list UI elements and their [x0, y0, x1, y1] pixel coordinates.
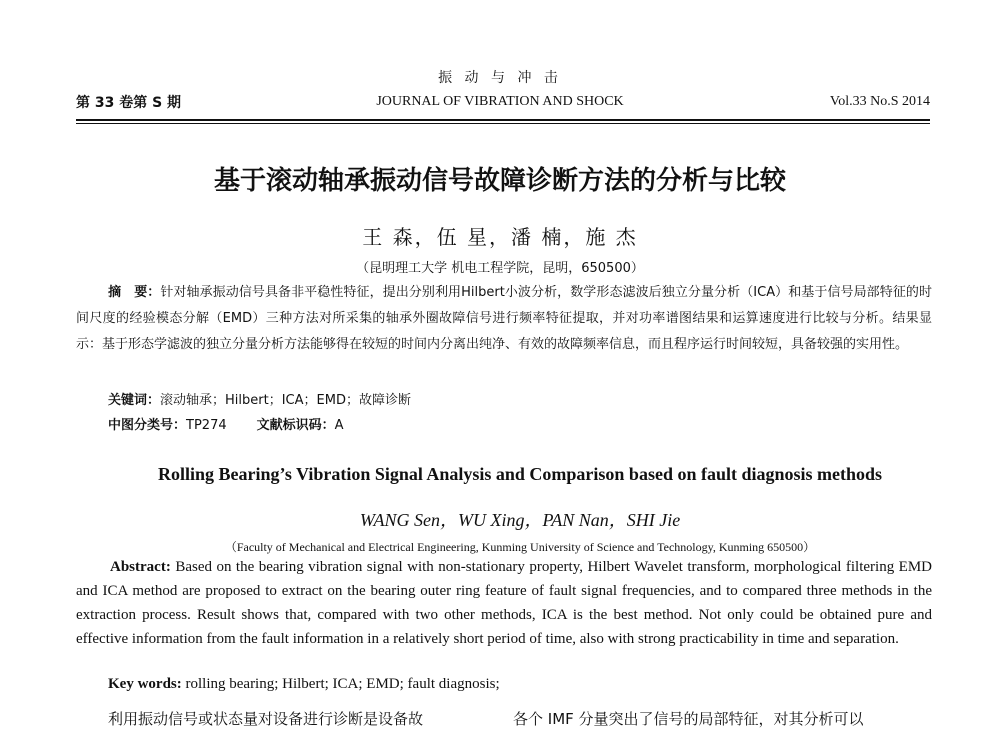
- abstract-cn-text: 针对轴承振动信号具备非平稳性特征，提出分别利用Hilbert小波分析，数学形态滤波后独立分量分析（ICA）和基于信号局部特征的时间尺度的经验模态分解（EMD）三种方法对所采集的轴承外圈故障信号进行频率特征提取，并对功率谱图结果和运算速度进行比较与分析。结果显示：基于形态学滤波的独立分量分析方法能够得在较短的时间内分离出纯净、有效的故障频率信息，而且程序运行时间较短，具备较强的实用性。: [76, 285, 932, 352]
- header-rule-thick: [76, 119, 930, 121]
- abstract-cn-label: 摘 要：: [108, 285, 161, 300]
- title-cn: 基于滚动轴承振动信号故障诊断方法的分析与比较: [213, 166, 786, 196]
- affiliation-cn: （昆明理工大学 机电工程学院，昆明，650500）: [356, 261, 644, 276]
- keywords-cn-label: 关键词：: [108, 393, 161, 408]
- abstract-en-text: Based on the bearing vibration signal with non-stationary property, Hilbert Wavelet transform, morphological filtering EMD and ICA method are proposed to extract on the bearing outer ring feature of fault signal frequencies, and to compared three methods in the extraction process. Result shows that, compared with two other methods, ICA is the best method. Not only could be obtained pure and effective information from the fault information in a relatively short period of time, also with strong practicability in time and separation.: [76, 559, 933, 647]
- issue-en: Vol.33 No.S 2014: [829, 94, 930, 109]
- issue-cn: 第 33 卷第 S 期: [76, 95, 182, 111]
- header-rule-thin: [76, 123, 930, 124]
- affiliation-en: （Faculty of Mechanical and Electrical Engineering, Kunming University of Science and Technology, Kunming 650500）: [224, 540, 816, 554]
- authors-en: WANG Sen，WU Xing，PAN Nan，SHI Jie: [359, 510, 681, 530]
- classification: [108, 414, 344, 433]
- journal-name-cn: 振 动 与 冲 击: [438, 70, 562, 86]
- abstract-cn: [76, 280, 932, 358]
- abstract-en-label: Abstract:: [110, 559, 171, 575]
- keywords-en-label: Key words:: [108, 676, 182, 692]
- keywords-en: [108, 676, 500, 693]
- title-en: Rolling Bearing’s Vibration Signal Analysis and Comparison based on fault diagnosis methods: [158, 464, 882, 484]
- journal-name-en: JOURNAL OF VIBRATION AND SHOCK: [376, 94, 624, 109]
- abstract-en: [76, 555, 932, 651]
- clc-value: TP274: [186, 418, 227, 433]
- doc-code-value: A: [334, 418, 344, 433]
- authors-cn: 王 森，伍 星，潘 楠，施 杰: [362, 225, 638, 249]
- keywords-en-text: rolling bearing; Hilbert; ICA; EMD; fault diagnosis;: [185, 676, 500, 692]
- body-text-left: 利用振动信号或状态量对设备进行诊断是设备故: [108, 710, 424, 728]
- keywords-cn-text: 滚动轴承；Hilbert；ICA；EMD；故障诊断: [160, 393, 411, 408]
- keywords-cn: [108, 389, 411, 408]
- doc-code-label: 文献标识码：: [256, 418, 335, 433]
- body-text-right: 各个 IMF 分量突出了信号的局部特征，对其分析可以: [513, 710, 864, 728]
- clc-label: 中图分类号：: [108, 418, 187, 433]
